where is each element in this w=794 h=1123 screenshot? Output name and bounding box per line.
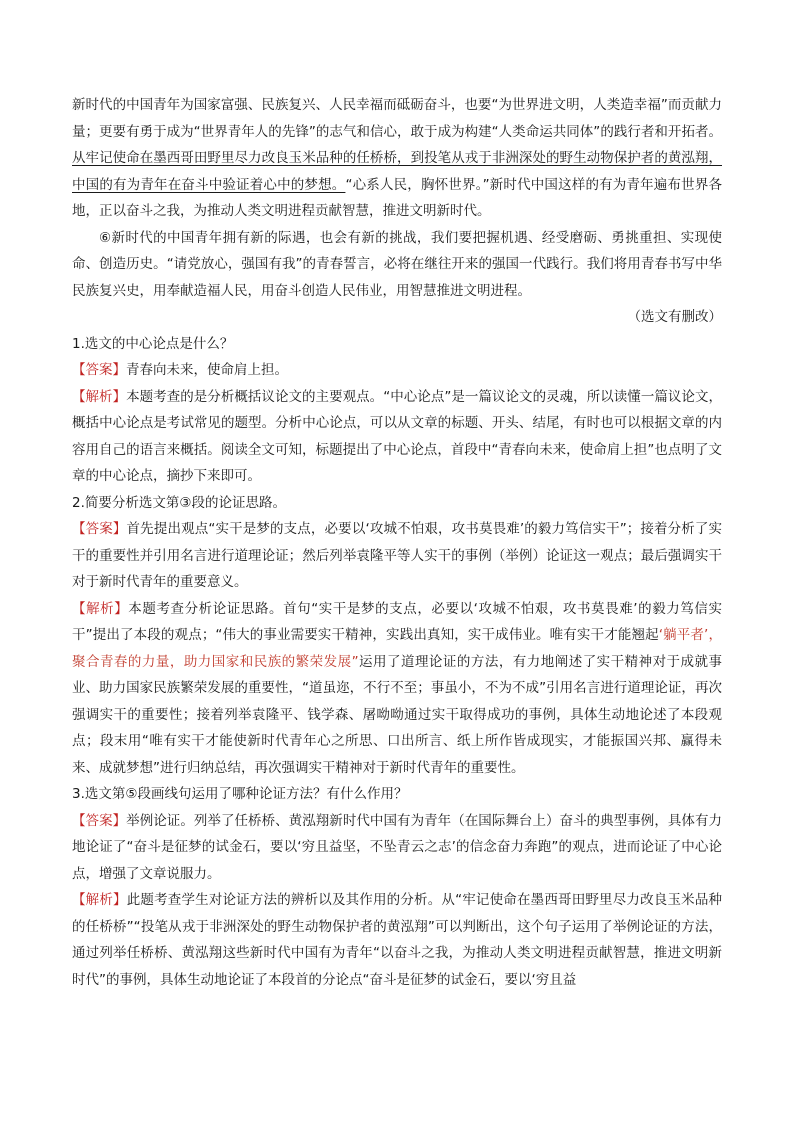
question-2: 2.简要分析选文第③段的论证思路。 xyxy=(72,494,286,511)
source-note: （选文有删改） xyxy=(627,309,722,325)
question-1: 1.选文的中心论点是什么？ xyxy=(72,335,234,352)
answer-3-text: 举例论证。列举了任桥桥、黄泓翔新时代中国有为青年（在国际舞台上）奋斗的典型事例，具体有力地论证了“奋斗是征梦的试金石，要以‘穷且益坚，不坠青云之志’的信念奋力奔跑”的观点，进而论证了中心论点，增强了文章说服力。 xyxy=(72,812,723,882)
analysis-3-text: 此题考查学生对论证方法的辨析以及其作用的分析。从“牢记使命在墨西哥田野里尽力改良玉米品种的任桥桥”“投笔从戎于非洲深处的野生动物保护者的黄泓翔”可以判断出，这个句子运用了举例论证的方法，通过列举任桥桥、黄泓翔这些新时代中国有为青年“以奋斗之我，为推动人类文明进程贡献智慧，推进文明新时代”的事例，具体生动地论证了本段首的分论点“奋斗是征梦的试金石，要以‘穷且益 xyxy=(72,892,723,988)
answer-tag: 【答案】 xyxy=(72,812,127,829)
question-3: 3.选文第⑤段画线句运用了哪种论证方法？有什么作用？ xyxy=(72,786,408,802)
analysis-2-text-b: 运用了道理论证的方法，有力地阐述了实干精神对于成就事业、助力国家民族繁荣发展的重要性，“道虽迩，不行不至；事虽小，不为不成”引用名言进行道理论证，再次强调实干的重要性；接着列举袁隆平、钱学森、屠呦呦通过实干取得成功的事例，具体生动地论述了本段观点；段末用“唯有实干才能使新时代青年心之所思、口出所言、纸上所作皆成现实，才能振国兴邦、赢得未来、成就梦想”进行归纳总结，再次强调实干精神对于新时代青年的重要性。 xyxy=(72,653,722,776)
paragraph-6: ⑥新时代的中国青年拥有新的际遇，也会有新的挑战，我们要把握机遇、经受磨砺、勇挑重担、实现使命、创造历史。“请党放心，强国有我”的青春誓言，必将在继往开来的强国一代践行。我们将用青春书写中华民族复兴史，用奉献造福人民，用奋斗创造人民伟业，用智慧推进文明进程。 xyxy=(72,229,722,299)
analysis-tag: 【解析】 xyxy=(72,388,127,405)
analysis-tag: 【解析】 xyxy=(72,892,127,908)
answer-tag: 【答案】 xyxy=(72,362,126,378)
analysis-2 xyxy=(72,596,722,782)
paragraph-5-text-b: “心系人民，胸怀世界。”新时代中国这样的有为青年遍布世界各地，正以奋斗之我，为推动人类文明进程贡献智慧，推进文明新时代。 xyxy=(72,176,722,219)
analysis-tag: 【解析】 xyxy=(72,600,129,617)
document-page xyxy=(72,92,722,993)
answer-2 xyxy=(72,516,722,596)
analysis-3 xyxy=(72,887,722,993)
answer-1 xyxy=(72,357,722,384)
analysis-2-text-a: 本题考查分析论证思路。首句“实干是梦的支点，必要以‘攻城不怕艰，攻书莫畏难’的毅力笃信实干”提出了本段的观点；“伟大的事业需要实干精神，实践出真知，实干成伟业。唯有实干才能翘起 xyxy=(72,600,723,643)
paragraph-5 xyxy=(72,92,722,225)
answer-2-text: 首先提出观点“实干是梦的支点，必要以‘攻城不怕艰，攻书莫畏难’的毅力笃信实干”；接着分析了实干的重要性并引用名言进行道理论证；然后列举袁隆平等人实干的事例（举例）论证这一观点；最后强调实干对于新时代青年的重要意义。 xyxy=(72,521,723,590)
answer-3 xyxy=(72,808,722,888)
paragraph-5-text-a: 新时代的中国青年为国家富强、民族复兴、人民幸福而砥砺奋斗，也要“为世界进文明，人类造幸福”而贡献力量；更要有勇于成为“世界青年人的先锋”的志气和信心，敢于成为构建“人类命运共同体”的践行者和开拓者。 xyxy=(72,97,722,140)
answer-1-text: 青春向未来，使命肩上担。 xyxy=(126,362,288,378)
analysis-1 xyxy=(72,384,722,490)
analysis-1-text: 本题考查的是分析概括议论文的主要观点。“中心论点”是一篇议论文的灵魂，所以读懂一篇议论文，概括中心论点是考试常见的题型。分析中心论点，可以从文章的标题、开头、结尾，有时也可以根据文章的内容用自己的语言来概括。阅读全文可知，标题提出了中心论点，首段中“青春向未来，使命肩上担”也点明了文章的中心论点，摘抄下来即可。 xyxy=(72,388,722,484)
underlined-sentence: 从牢记使命在墨西哥田野里尽力改良玉米品种的任桥桥，到投笔从戎于非洲深处的野生动物保护者的黄泓翔，中国的有为青年在奋斗中验证着心中的梦想。 xyxy=(72,150,722,193)
answer-tag: 【答案】 xyxy=(72,521,127,537)
analysis-2-red-text: ‘躺平者’，聚合青春的力量，助力国家和民族的繁荣发展” xyxy=(72,627,722,670)
